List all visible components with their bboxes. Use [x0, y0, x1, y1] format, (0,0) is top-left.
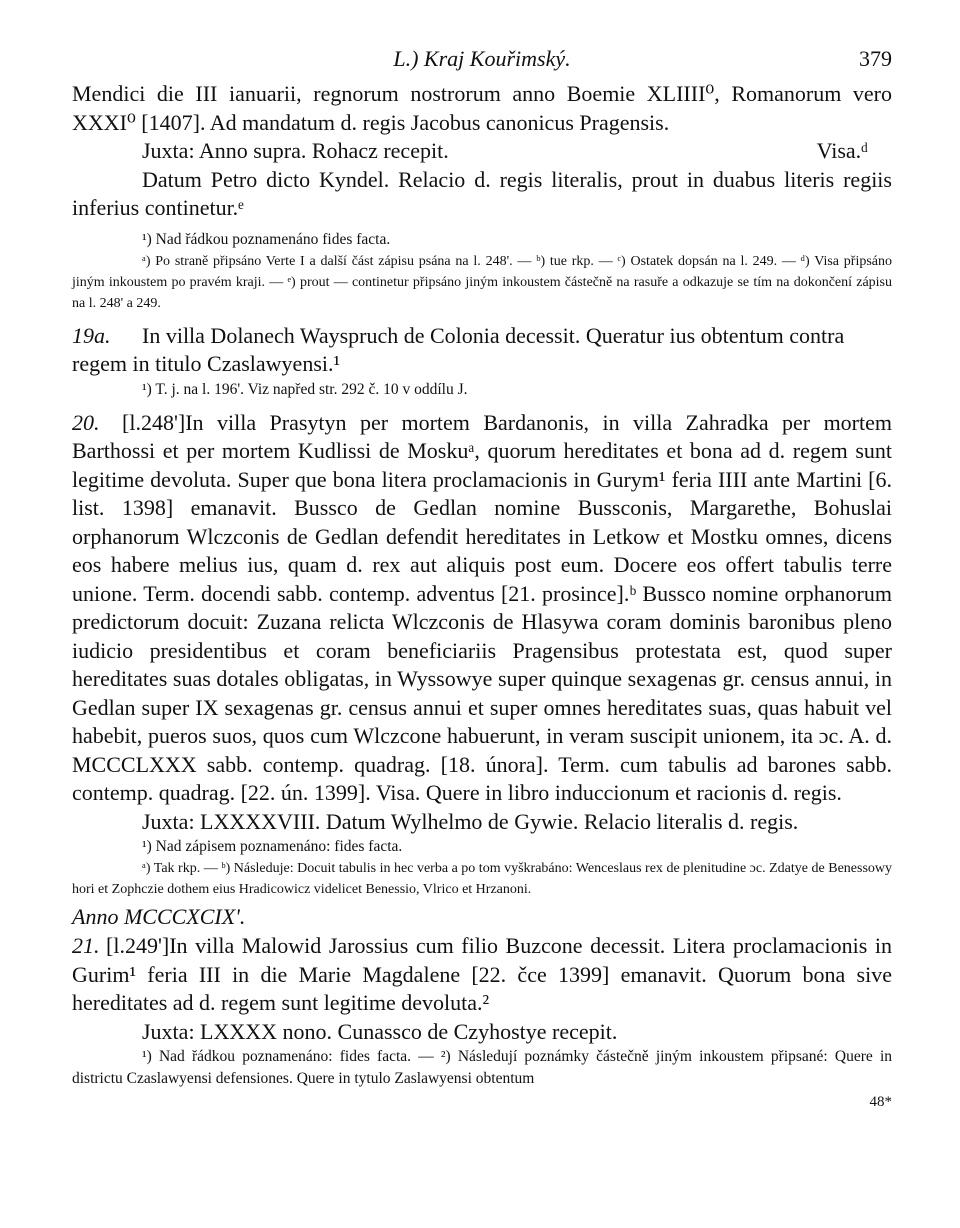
page-number: 379	[859, 46, 892, 71]
entry-19a	[72, 322, 892, 379]
juxta-line	[72, 137, 892, 166]
footnote: ¹) T. j. na l. 196'. Viz napřed str. 292 č. 10 v oddílu J.	[142, 380, 468, 398]
entry-text: In villa Dolanech Wayspruch de Colonia decessit. Queratur ius obtentum contra regem in titulo Czaslawyensi.¹	[72, 322, 845, 376]
entry-20	[72, 409, 892, 808]
footnote: ¹) Nad řádkou poznamenáno fides facta.	[142, 230, 391, 248]
year-heading: Anno MCCCXCIX'.	[72, 904, 246, 929]
running-title: L.) Kraj Kouřimský.	[393, 46, 571, 71]
footnote: ¹) Nad zápisem poznamenáno: fides facta.	[142, 838, 403, 855]
signature-mark: 48*	[869, 1094, 892, 1110]
footnote-apparatus: ᵃ) Po straně připsáno Verte I a další část zápisu psána na l. 248'. — ᵇ) tue rkp. — ᶜ) Ostatek dopsán na l. 249. — ᵈ) Visa připsáno jiným inkoustem po pravém kraji. — ᵉ) prout — continetur připsáno jiným inkoustem částečně na rasuře a odkazuje se tím na dokončení zápisu na l. 248' a 249.	[72, 253, 892, 311]
page-header	[72, 40, 892, 80]
juxta-line: Juxta: LXXXX nono. Cunassco de Czyhostye recepit.	[142, 1018, 618, 1044]
entry-number: 21.	[72, 933, 100, 958]
visa-mark: Visa.ᵈ	[816, 138, 868, 163]
juxta-text: Juxta: Anno supra. Rohacz recepit.	[142, 138, 449, 163]
entry-text: [l.248']In villa Prasytyn per mortem Bardanonis, in villa Zahradka per mortem Barthossi et per mortem Kudlissi de Moskuᵃ, quorum hereditates et bona ad d. regem sunt legitime devoluta. Super que bona litera proclamacionis in Gurym¹ feria IIII ante Martini [6. list. 1398] emanavit. Bussco de Gedlan nomine Bussconis, Margarethe, Bohuslai orphanorum Wlczconis de Gedlan defendit hereditates in Letkow et Mostku omnes, dicens eos habere melius ius, quam d. rex aut aliquis post eum. Docere eos offert tabulis terre unione. Term. docendi sabb. contemp. adventus [21. prosince].ᵇ Bussco nomine orphanorum predictorum docuit: Zuzana relicta Wlczconis de Hlasywa coram dominis baronibus pleno iudicio presidentibus et coram beneficiariis Pragensibus protestata est, quod super hereditates suas dotales obligatas, in Wyssowye super quinque sexagenas gr. census annui, in Gedlan super IX sexagenas gr. census annui et super omnes hereditates suas, quas habuit vel habebit, pueros suos, quos cum Wlczcone habuerunt, in veram suscipit unionem, ita ɔc. A. d. MCCCLXXX sabb. contemp. quadrag. [18. února]. Term. cum tabulis ad barones sabb. contemp. quadrag. [22. ún. 1399]. Visa. Quere in libro induccionum et racionis d. regis.	[72, 409, 892, 805]
entry-number: 19a.	[72, 322, 111, 348]
entry-number: 20.	[72, 409, 100, 435]
entry-text: Mendici die III ianuarii, regnorum nostrorum anno Boemie XLIIII⁰, Romanorum vero XXXI⁰ [1407]. Ad mandatum d. regis Jacobus canonicus Pragensis.	[72, 81, 892, 135]
juxta-line: Juxta: LXXXXVIII. Datum Wylhelmo de Gywie. Relacio literalis d. regis.	[142, 808, 799, 834]
entry-text: [l.249']In villa Malowid Jarossius cum filio Buzcone decessit. Litera proclamacionis in Gurim¹ feria III in die Marie Magdalene [22. čce 1399] emanavit. Quorum bona sive hereditates ad d. regem sunt legitime devoluta.²	[72, 933, 892, 1015]
entry-21	[72, 932, 892, 1018]
datum-line: Datum Petro dicto Kyndel. Relacio d. regis literalis, prout in duabus literis regiis inferius continetur.ᵉ	[72, 166, 892, 220]
footnote: ¹) Nad řádkou poznamenáno: fides facta. — ²) Následují poznámky částečně jiným inkoustem připsané: Quere in districtu Czaslawyensi defensiones. Quere in tytulo Zaslawyensi obtentum	[72, 1048, 892, 1087]
page	[72, 40, 892, 1111]
footnote-apparatus: ᵃ) Tak rkp. — ᵇ) Následuje: Docuit tabulis in hec verba a po tom vyškrabáno: Wenceslaus rex de plenitudine ɔc. Zdatye de Benessowy hori et Zophczie dothem eius Hradicowicz videlicet Benessio, Vlrico et Hrzanoni.	[72, 861, 892, 897]
